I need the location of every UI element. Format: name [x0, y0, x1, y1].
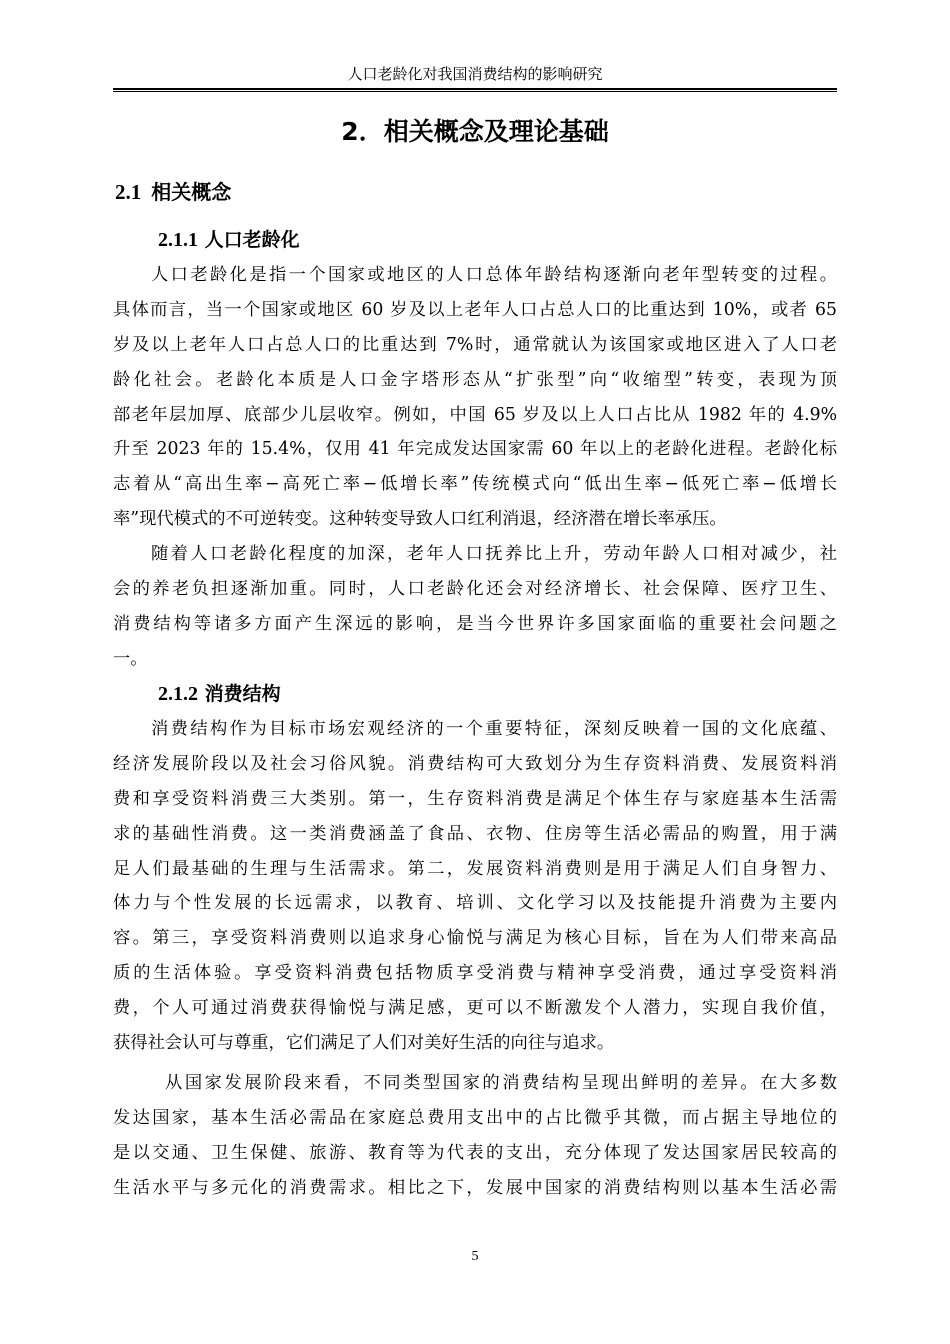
section-number: 2.1 — [115, 180, 142, 204]
subsection-number: 2.1.1 — [158, 229, 198, 251]
text-line: 是以交通、卫生保健、旅游、教育等为代表的支出，充分体现了发达国家居民较高的 — [113, 1142, 837, 1163]
header-divider — [113, 88, 837, 92]
subsection-heading — [158, 680, 281, 708]
text-line: 容。第三，享受资料消费则以追求身心愉悦与满足为核心目标，旨在为人们带来高品 — [113, 928, 837, 949]
subsection-title: 人口老龄化 — [204, 229, 300, 251]
text-line: 求的基础性消费。这一类消费涵盖了食品、衣物、住房等生活必需品的购置，用于满 — [113, 823, 837, 844]
text-line: 经济发展阶段以及社会习俗风貌。消费结构可大致划分为生存资料消费、发展资料消 — [113, 753, 837, 774]
text-line: 生活水平与多元化的消费需求。相比之下，发展中国家的消费结构则以基本生活必需 — [113, 1177, 837, 1198]
paragraph — [113, 258, 837, 537]
text-line: 具体而言，当一个国家或地区 60 岁及以上老年人口占总人口的比重达到 10%，或者 65 — [113, 299, 837, 320]
text-line: 发达国家，基本生活必需品在家庭总费用支出中的占比微乎其微，而占据主导地位的 — [113, 1107, 837, 1128]
text-line: 获得社会认可与尊重，它们满足了人们对美好生活的向往与追求。 — [113, 1033, 615, 1054]
text-line: 部老年层加厚、底部少儿层收窄。例如，中国 65 岁及以上人口占比从 1982 年的 4.9% — [113, 404, 837, 425]
text-line: 消费结构作为目标市场宏观经济的一个重要特征，深刻反映着一国的文化底蕴、 — [151, 719, 837, 739]
text-line: 岁及以上老年人口占总人口的比重达到 7%时，通常就认为该国家或地区进入了人口老 — [113, 334, 837, 355]
paragraph — [113, 1066, 837, 1206]
paragraph — [113, 712, 837, 1061]
text-line: 从国家发展阶段来看，不同类型国家的消费结构呈现出鲜明的差异。在大多数 — [165, 1073, 837, 1093]
paragraph — [113, 537, 837, 677]
text-line: 志着从“高出生率−高死亡率−低增长率”传统模式向“低出生率−低死亡率−低增长 — [113, 474, 837, 495]
text-line: 会的养老负担逐渐加重。同时，人口老龄化还会对经济增长、社会保障、医疗卫生、 — [113, 578, 837, 599]
chapter-title: 2．相关概念及理论基础 — [341, 117, 609, 146]
text-line: 消费结构等诸多方面产生深远的影响，是当今世界许多国家面临的重要社会问题之 — [113, 613, 837, 634]
text-line: 随着人口老龄化程度的加深，老年人口抚养比上升，劳动年龄人口相对减少，社 — [151, 544, 837, 564]
subsection-number: 2.1.2 — [158, 683, 198, 705]
section-title: 相关概念 — [151, 180, 232, 204]
section-heading — [115, 177, 231, 207]
text-line: 质的生活体验。享受资料消费包括物质享受消费与精神享受消费，通过享受资料消 — [113, 963, 837, 984]
subsection-title: 消费结构 — [204, 683, 281, 705]
running-header: 人口老龄化对我国消费结构的影响研究 — [347, 65, 603, 83]
text-line: 龄化社会。老龄化本质是人口金字塔形态从“扩张型”向“收缩型”转变，表现为顶 — [113, 369, 837, 390]
text-line: 费，个人可通过消费获得愉悦与满足感，更可以不断激发个人潜力，实现自我价值， — [113, 998, 837, 1019]
text-line: 人口老龄化是指一个国家或地区的人口总体年龄结构逐渐向老年型转变的过程。 — [151, 265, 837, 285]
page-number: 5 — [471, 1249, 479, 1264]
text-line: 费和享受资料消费三大类别。第一，生存资料消费是满足个体生存与家庭基本生活需 — [113, 788, 837, 809]
subsection-heading — [158, 226, 300, 254]
text-line: 体力与个性发展的长远需求，以教育、培训、文化学习以及技能提升消费为主要内 — [113, 893, 837, 914]
text-line: 足人们最基础的生理与生活需求。第二，发展资料消费则是用于满足人们自身智力、 — [113, 858, 837, 879]
text-line: 升至 2023 年的 15.4%，仅用 41 年完成发达国家需 60 年以上的老龄化进程。老龄化标 — [113, 439, 837, 460]
text-line: 一。 — [113, 648, 148, 669]
text-line: 率”现代模式的不可逆转变。这种转变导致人口红利消退，经济潜在增长率承压。 — [113, 509, 727, 530]
